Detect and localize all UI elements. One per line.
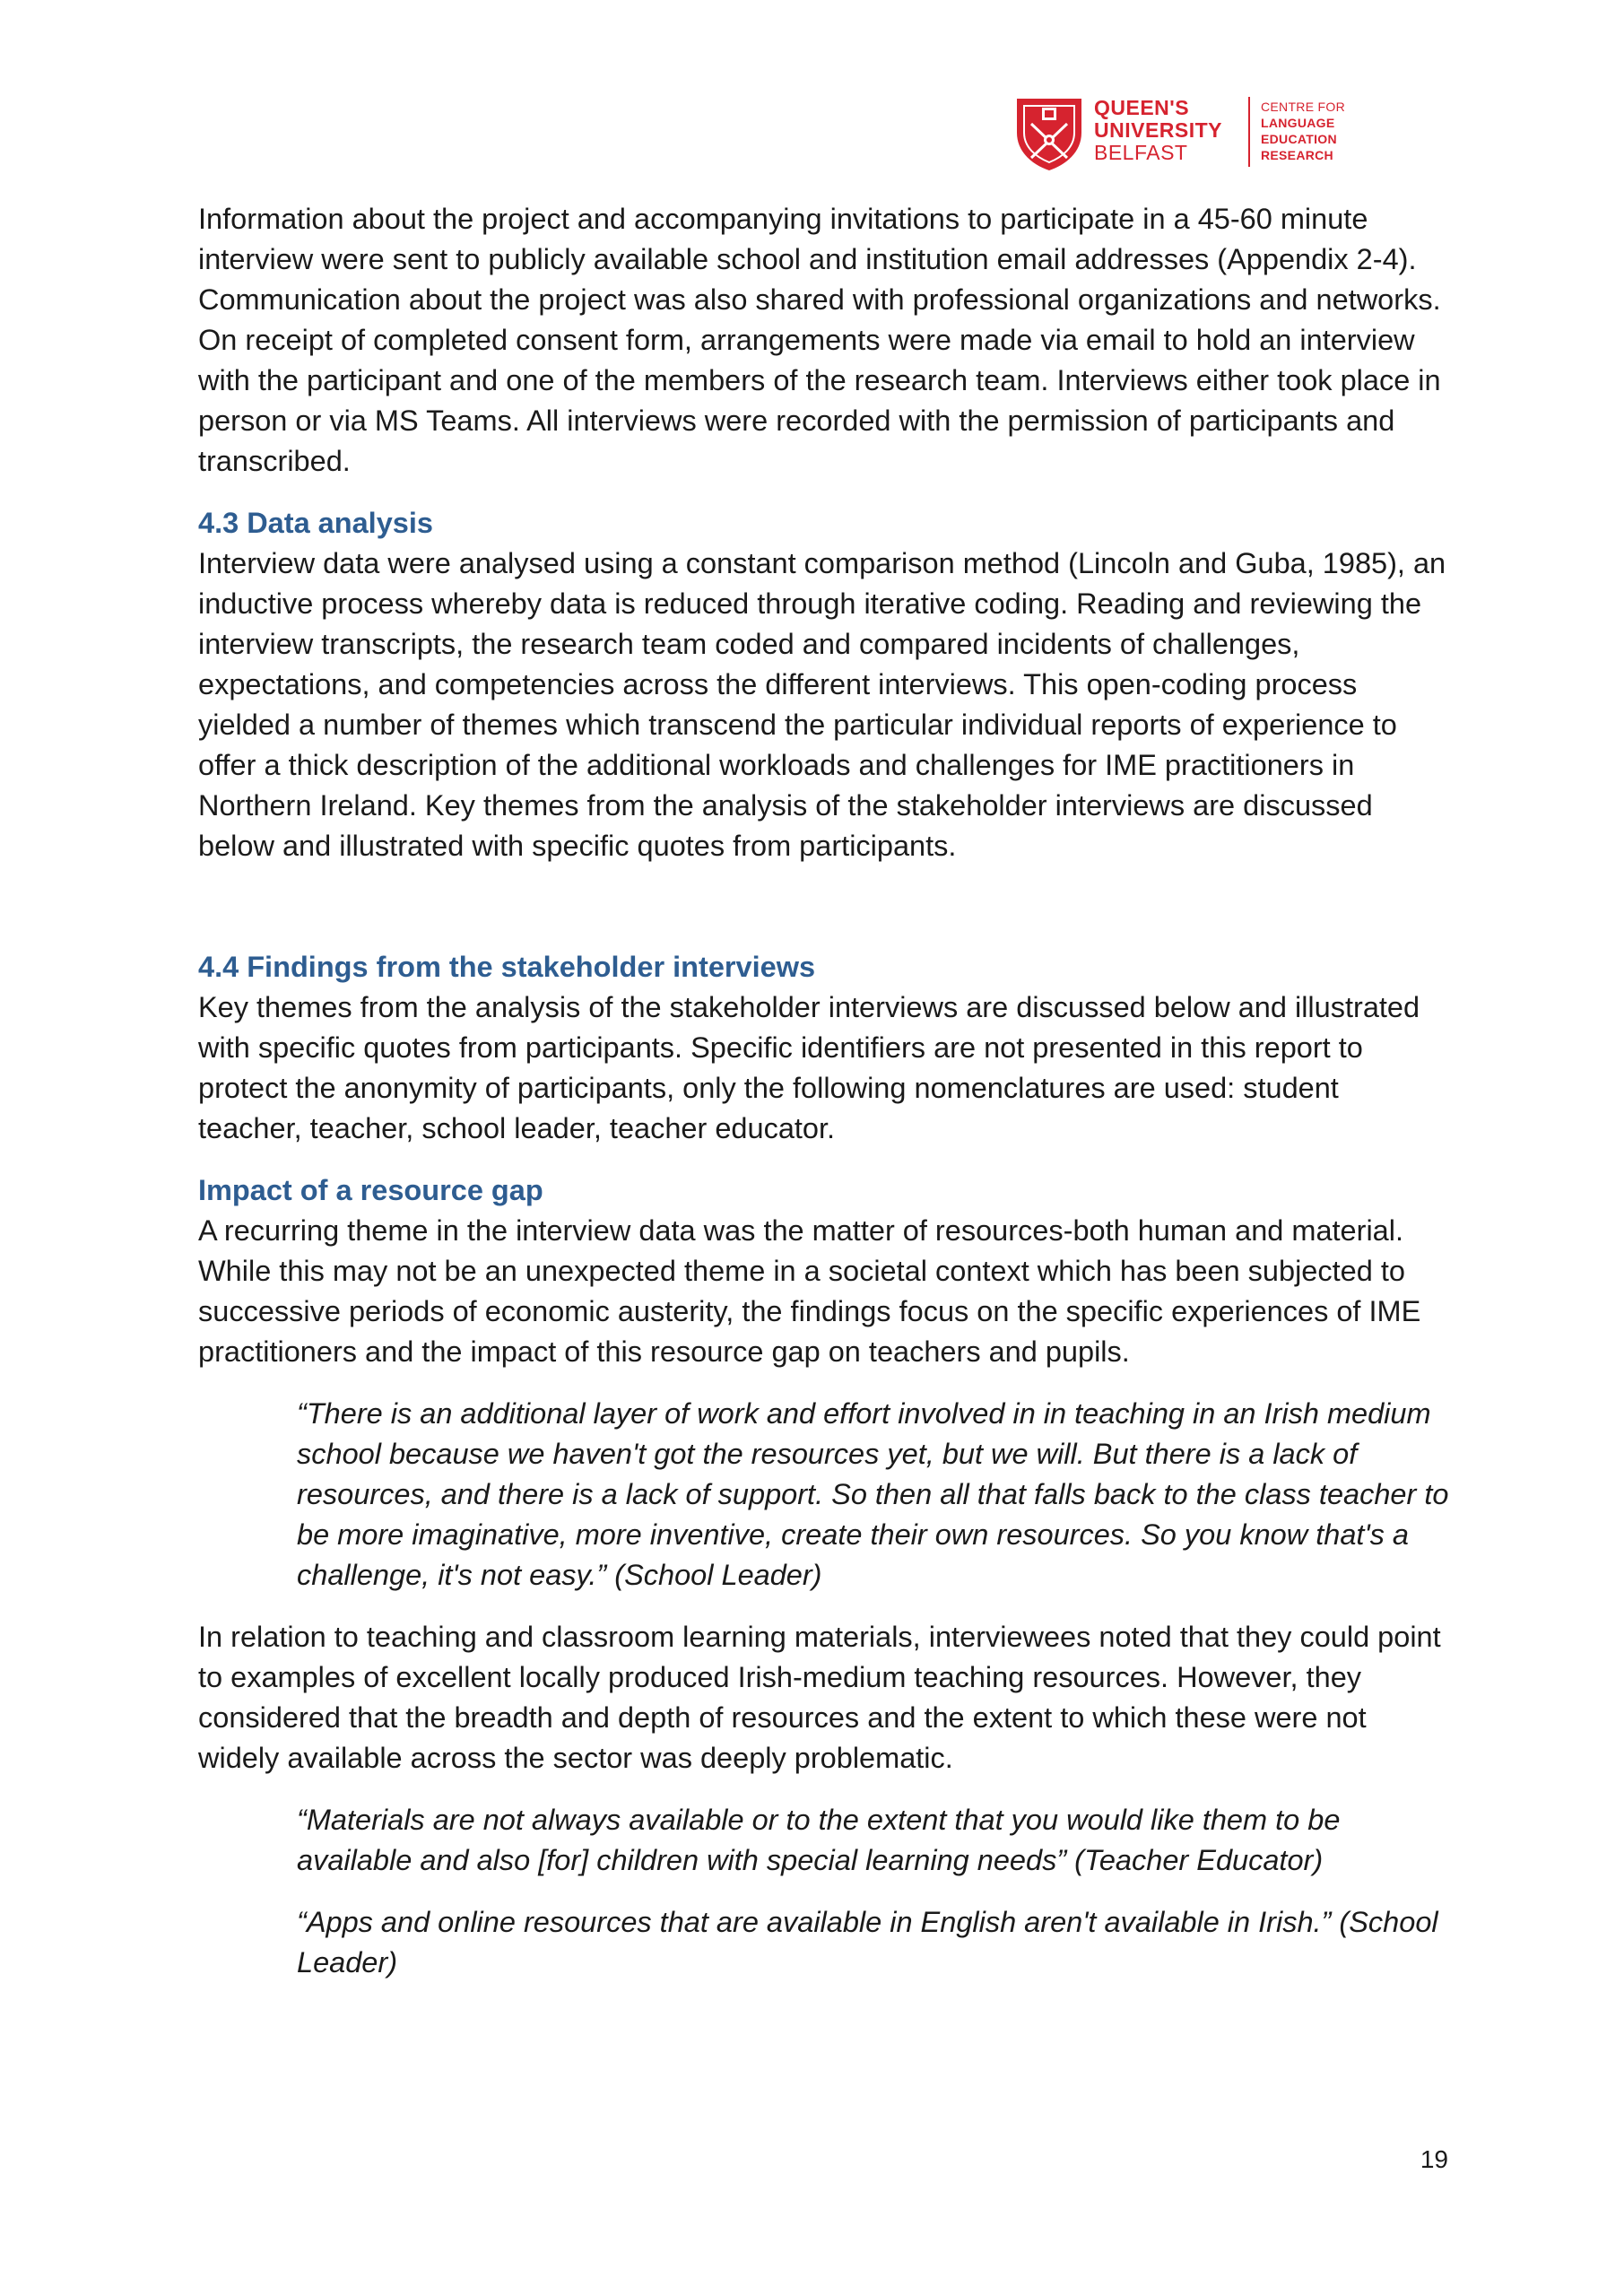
centre-line-1: CENTRE FOR <box>1261 100 1345 114</box>
queens-university-belfast-logo <box>1012 93 1361 174</box>
quote-teacher-educator: “Materials are not always available or to the extent that you would like them to be available and also [for] children with special learning needs” (Teacher Educator) <box>297 1804 1341 1876</box>
university-line-1: QUEEN'S <box>1094 96 1190 119</box>
university-line-3: BELFAST <box>1094 141 1188 164</box>
resource-gap-paragraph-1: A recurring theme in the interview data was the matter of resources-both human and material. While this may not be an unexpected theme in a societal context which has been subjected to successive periods of economic austerity, the findings focus on the specific experiences of IME practitioners and the impact of this resource gap on teachers and pupils. <box>198 1214 1421 1368</box>
intro-paragraph: Information about the project and accompanying invitations to participate in a 45-60 minute interview were sent to publicly available school and institution email addresses (Appendix 2-4). Communication about the project was also shared with professional organizations and networks. On receipt of completed consent form, arrangements were made via email to hold an interview with the participant and one of the members of the research team. Interviews either took place in person or via MS Teams. All interviews were recorded with the permission of participants and transcribed. <box>198 203 1441 477</box>
subsection-heading-resource-gap: Impact of a resource gap <box>198 1174 543 1206</box>
centre-line-2: LANGUAGE <box>1261 116 1335 130</box>
quote-school-leader-1: “There is an additional layer of work and effort involved in in teaching in an Irish medium school because we haven't got the resources yet, but we will. But there is a lack of resources, and there is a lack of support. So then all that falls back to the class teacher to be more imaginative, more inventive, create their own resources. So you know that's a challenge, it's not easy.” (School Leader) <box>297 1397 1449 1591</box>
logo-divider <box>1248 97 1250 167</box>
page-content <box>198 199 1449 2005</box>
university-crest-icon <box>1012 95 1087 172</box>
findings-paragraph: Key themes from the analysis of the stakeholder interviews are discussed below and illustrated with specific quotes from participants. Specific identifiers are not presented in this report to protect the anonymity of participants, only the following nomenclatures are used: student teacher, teacher, school leader, teacher educator. <box>198 991 1420 1144</box>
page-number: 19 <box>1420 2145 1448 2173</box>
centre-line-4: RESEARCH <box>1261 148 1333 162</box>
university-name <box>1094 97 1238 164</box>
resource-gap-paragraph-2: In relation to teaching and classroom learning materials, interviewees noted that they could point to examples of excellent locally produced Irish-medium teaching resources. However, they considered that the breadth and depth of resources and the extent to which these were not widely available across the sector was deeply problematic. <box>198 1621 1441 1774</box>
section-heading-data-analysis: 4.3 Data analysis <box>198 507 433 539</box>
centre-line-3: EDUCATION <box>1261 132 1337 146</box>
data-analysis-paragraph: Interview data were analysed using a constant comparison method (Lincoln and Guba, 1985), an inductive process whereby data is reduced through iterative coding. Reading and reviewing the interview transcripts, the research team coded and compared incidents of challenges, expectations, and competencies across the different interviews. This open-coding process yielded a number of themes which transcend the particular individual reports of experience to offer a thick description of the additional workloads and challenges for IME practitioners in Northern Ireland. Key themes from the analysis of the stakeholder interviews are discussed below and illustrated with specific quotes from participants. <box>198 547 1446 862</box>
quote-school-leader-2: “Apps and online resources that are available in English aren't available in Irish.” (School Leader) <box>297 1906 1438 1979</box>
centre-name <box>1261 99 1368 163</box>
university-line-2: UNIVERSITY <box>1094 118 1223 142</box>
section-heading-findings: 4.4 Findings from the stakeholder interviews <box>198 951 816 983</box>
